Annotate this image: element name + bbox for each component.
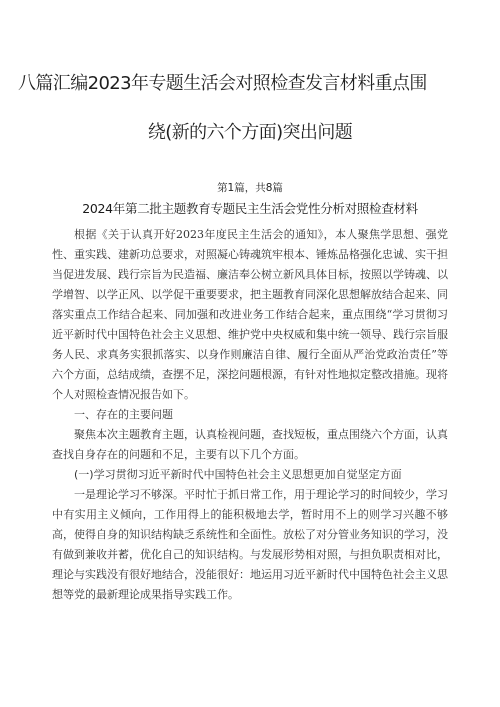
document-title-line-2: 绕(新的六个方面)突出问题: [147, 122, 353, 143]
article-body: [52, 225, 448, 605]
paragraph-intro: 根据《关于认真开好2023年度民主生活会的通知》，本人聚焦学思想、强党性、重实践、建新功总要求，对照凝心铸魂筑牢根本、锤炼品格强化忠诚、实干担当促进发展、践行宗旨为民造福、廉洁奉公树立新风具体目标，按照以学铸魂、以学增智、以学正风、以学促干重要要求，把主题教育同深化思想解放结合起来、同落实重点工作结合起来、同加强和改进业务工作结合起来，重点围绕“学习贯彻习近平新时代中国特色社会主义思想、维护党中央权威和集中统一领导、践行宗旨服务人民、求真务实狠抓落实、以身作则廉洁自律、履行全面从严治党政治责任”等六个方面，总结成绩，查摆不足，深挖问题根源，有针对性地拟定整改措施。现将个人对照检查情况报告如下。: [52, 228, 448, 401]
paragraph-theory-study: 一是理论学习不够深。平时忙于抓日常工作，用于理论学习的时间较少，学习中有实用主义倾向，工作用得上的能积极地去学，暂时用不上的则学习兴趣不够高，使得自身的知识结构缺乏系统性和全面性。放松了对分管业务知识的学习，没有做到兼收并蓄，优化自己的知识结构。与发展形势相对照，与担负职责相对比，理论与实践没有很好地结合，没能很好：地运用习近平新时代中国特色社会主义思想等党的最新理论成果指导实践工作。: [52, 488, 448, 601]
article-title: 2024年第二批主题教育专题民主生活会党性分析对照检查材料: [82, 201, 418, 216]
page-indicator: 第1篇，共8篇: [217, 182, 283, 194]
paragraph-overview: 聚焦本次主题教育主题，认真检视问题，查找短板，重点围绕六个方面，认真查找自身存在的问题和不足，主要有以下几个方面。: [52, 428, 448, 461]
section-heading-main-problems: 一、存在的主要问题: [74, 408, 173, 421]
document-title-line-1: 八篇汇编2023年专题生活会对照检查发言材料重点围: [18, 73, 427, 94]
subsection-heading-1: (一)学习贯彻习近平新时代中国特色社会主义思想更加自觉坚定方面: [74, 468, 402, 481]
